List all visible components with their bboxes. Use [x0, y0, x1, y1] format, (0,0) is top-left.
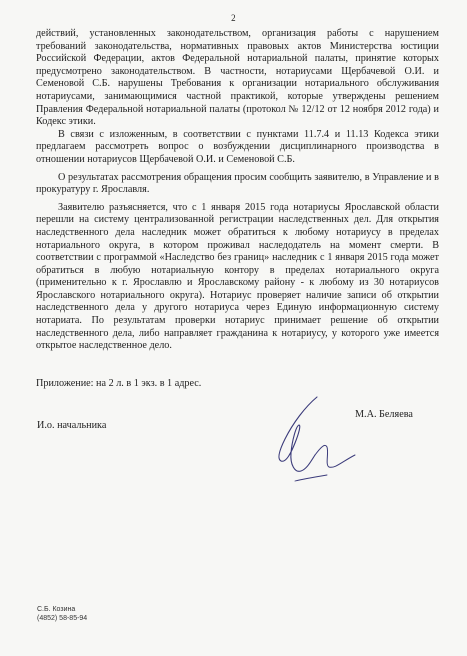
executor-block: [37, 605, 87, 623]
handwritten-signature: [255, 395, 365, 495]
attachment-note: Приложение: на 2 л. в 1 экз. в 1 адрес.: [36, 378, 202, 389]
paragraph-proposal: В связи с изложенным, в соответствии с пунктами 11.7.4 и 11.13 Кодекса этики предлагаем рассмотреть вопрос о возбуждении дисциплинарного производства в отношении нотариусов Щербачевой О.И. и Семеновой С.Б.: [36, 128, 439, 165]
executor-name: С.Б. Козина: [37, 606, 76, 613]
paragraph-results-request: О результатах рассмотрения обращения просим сообщить заявителю, в Управление и в прокуратуру г. Ярославля.: [36, 171, 439, 196]
executor-phone: (4852) 58-85-94: [37, 615, 88, 622]
signer-name: М.А. Беляева: [355, 409, 413, 420]
paragraph-explanation: Заявителю разъясняется, что с 1 января 2015 года нотариусы Ярославской области перешли на систему централизованной регистрации наследственных дел. Для открытия наследственного дела наследник может обратиться к любому нотариусу в пределах нотариального округа, в котором проживал наследодатель на момент смерти. В соответствии с программой «Наследство без границ» наследник с 1 января 2015 года может обратиться в любую нотариальную контору в пределах нотариального округа (применительно к г. Ярославлю и Ярославскому району - к любому из 30 нотариусов Ярославского нотариального округа). Нотариус проверяет наличие записи об открытии наследственного дела у другого нотариуса через Единую информационную систему нотариата. По результатам проверки нотариус принимает решение об открытии наследственного дела, либо направляет гражданина к нотариусу, у которого уже имеется открытое наследственное дело.: [36, 201, 439, 352]
signer-title: И.о. начальника: [37, 420, 107, 431]
page-number: 2: [231, 13, 236, 23]
document-body: [36, 28, 439, 353]
paragraph-continuation: действий, установленных законодательством, организация работы с нарушением требований законодательства, нормативных правовых актов Министерства юстиции Российской Федерации, актов Федеральной нотариальной палаты, принятие которых предусмотрено законодательством. В частности, нотариусами Щербачевой О.И. и Семеновой С.Б. нарушены Требования к организации нотариального обслуживания нотариусами, занимающимися частной практикой, которые утверждены решением Правления Федеральной нотариальной палаты (протокол № 12/12 от 12 ноября 2012 года) и Кодекс этики.: [36, 28, 439, 128]
